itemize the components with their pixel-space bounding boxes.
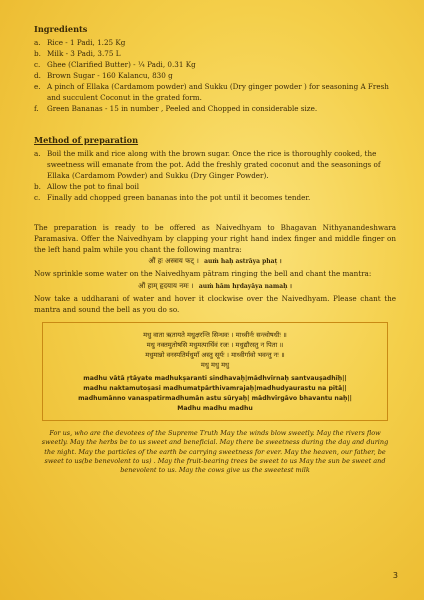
list-item: f. Green Bananas - 15 in number , Peeled and Chopped in considerable size. bbox=[34, 104, 318, 113]
list-item: b. Milk - 3 Padi, 3.75 L bbox=[34, 49, 121, 58]
offering-paragraph: The preparation is ready to be offered as Naivedhyam to Bhagavan Nithyanandeshwara Paramasiva. Offer the Naivedhyam by clapping your right hand index finger and middle finger on the left hand palm while you chant the following mantra: bbox=[34, 223, 396, 254]
verse-devanagari-line: मधु वाता ऋतायते मधुक्षरन्ति सिन्धवः । माध्वीर्नः सन्त्वोषधीः ॥ bbox=[143, 330, 287, 339]
uddharani-paragraph: Now take a uddharani of water and hover it clockwise over the Naivedhyam. Please chant the mantra and sound the bell as you do so. bbox=[34, 294, 396, 314]
list-item: c. Ghee (Clarified Butter) - ¼ Padi, 0.31 Kg bbox=[34, 60, 196, 69]
method-heading: Method of preparation bbox=[34, 135, 139, 145]
list-item: b. Allow the pot to final boil bbox=[34, 182, 140, 191]
document-page bbox=[34, 24, 396, 476]
ingredients-list bbox=[34, 37, 396, 114]
verse-translation: For us, who are the devotees of the Supreme Truth May the winds blow sweetly. May the rivers flow sweetly. May the herbs be to us sweet and beneficial. May there be sweetness during the day and during the night. May the particles of the earth be carrying sweetness for ever. May the heaven, our father, be sweet to us(be benevolent to us) . May the fruit-bearing trees be sweet to us May the sun be sweet and benevolent to us. May the cows give us the sweetest milk bbox=[41, 428, 389, 475]
verse-roman-line: madhu naktamutoṣasi madhumatpārthivamrajaḥ|madhudyaurastu na pitā|| bbox=[83, 384, 347, 392]
mantra-transliteration: auṁ haḥ astrāya phaṭ । bbox=[204, 258, 282, 266]
mantra-devanagari: औं हाम् हृदयाय नमः । bbox=[138, 282, 194, 291]
verse-devanagari-line: मधु नक्तमुतोषसि मधुमत्पार्थिवं रजः । मधुद्यौरस्तु न पिता ॥ bbox=[146, 340, 284, 349]
verse-roman-line: madhu vātā ṛtāyate madhukṣaranti sindhavaḥ|mādhvīrnaḥ santvauṣadhīḥ|| bbox=[83, 374, 347, 382]
mantra-line bbox=[34, 257, 396, 266]
method-list bbox=[34, 148, 396, 203]
verse-devanagari-line: मधु मधु मधु bbox=[200, 360, 230, 369]
list-item: e. A pinch of Ellaka (Cardamom powder) and Sukku (Dry ginger powder ) for seasoning A Fresh and succulent Coconut in the grated form. bbox=[34, 82, 389, 102]
list-item: d. Brown Sugar - 160 Kalancu, 830 g bbox=[34, 71, 173, 80]
verse-box bbox=[42, 322, 388, 421]
sprinkle-paragraph: Now sprinkle some water on the Naivedhyam pātram ringing the bell and chant the mantra: bbox=[34, 269, 372, 279]
verse-devanagari-line: मधुमान्नो वनस्पतिर्मधुमाँ अस्तु सूर्यः । माध्वीर्गावो भवन्तु नः ॥ bbox=[145, 350, 285, 359]
page-number: 3 bbox=[392, 571, 398, 580]
mantra-transliteration: auṁ hām hṛdayāya namaḥ । bbox=[198, 283, 292, 291]
list-item: a. Rice - 1 Padi, 1.25 Kg bbox=[34, 38, 126, 47]
ingredients-heading: Ingredients bbox=[34, 24, 88, 34]
verse-roman-line: madhumānno vanaspatirmadhumān astu sūryaḥ| mādhvīrgāvo bhavantu naḥ|| bbox=[78, 394, 352, 402]
list-item: a. Boil the milk and rice along with the brown sugar. Once the rice is thoroughly cooked, the sweetness will emanate from the pot. Add the freshly grated coconut and the seasonings of Ellaka (Cardamom Powder) and Sukku (Dry Ginger Powder). bbox=[34, 149, 381, 180]
mantra-line bbox=[34, 282, 396, 291]
list-item: c. Finally add chopped green bananas into the pot until it becomes tender. bbox=[34, 193, 311, 202]
mantra-devanagari: औं हः अस्त्राय फट् । bbox=[148, 257, 199, 266]
verse-roman-line: Madhu madhu madhu bbox=[177, 404, 253, 412]
